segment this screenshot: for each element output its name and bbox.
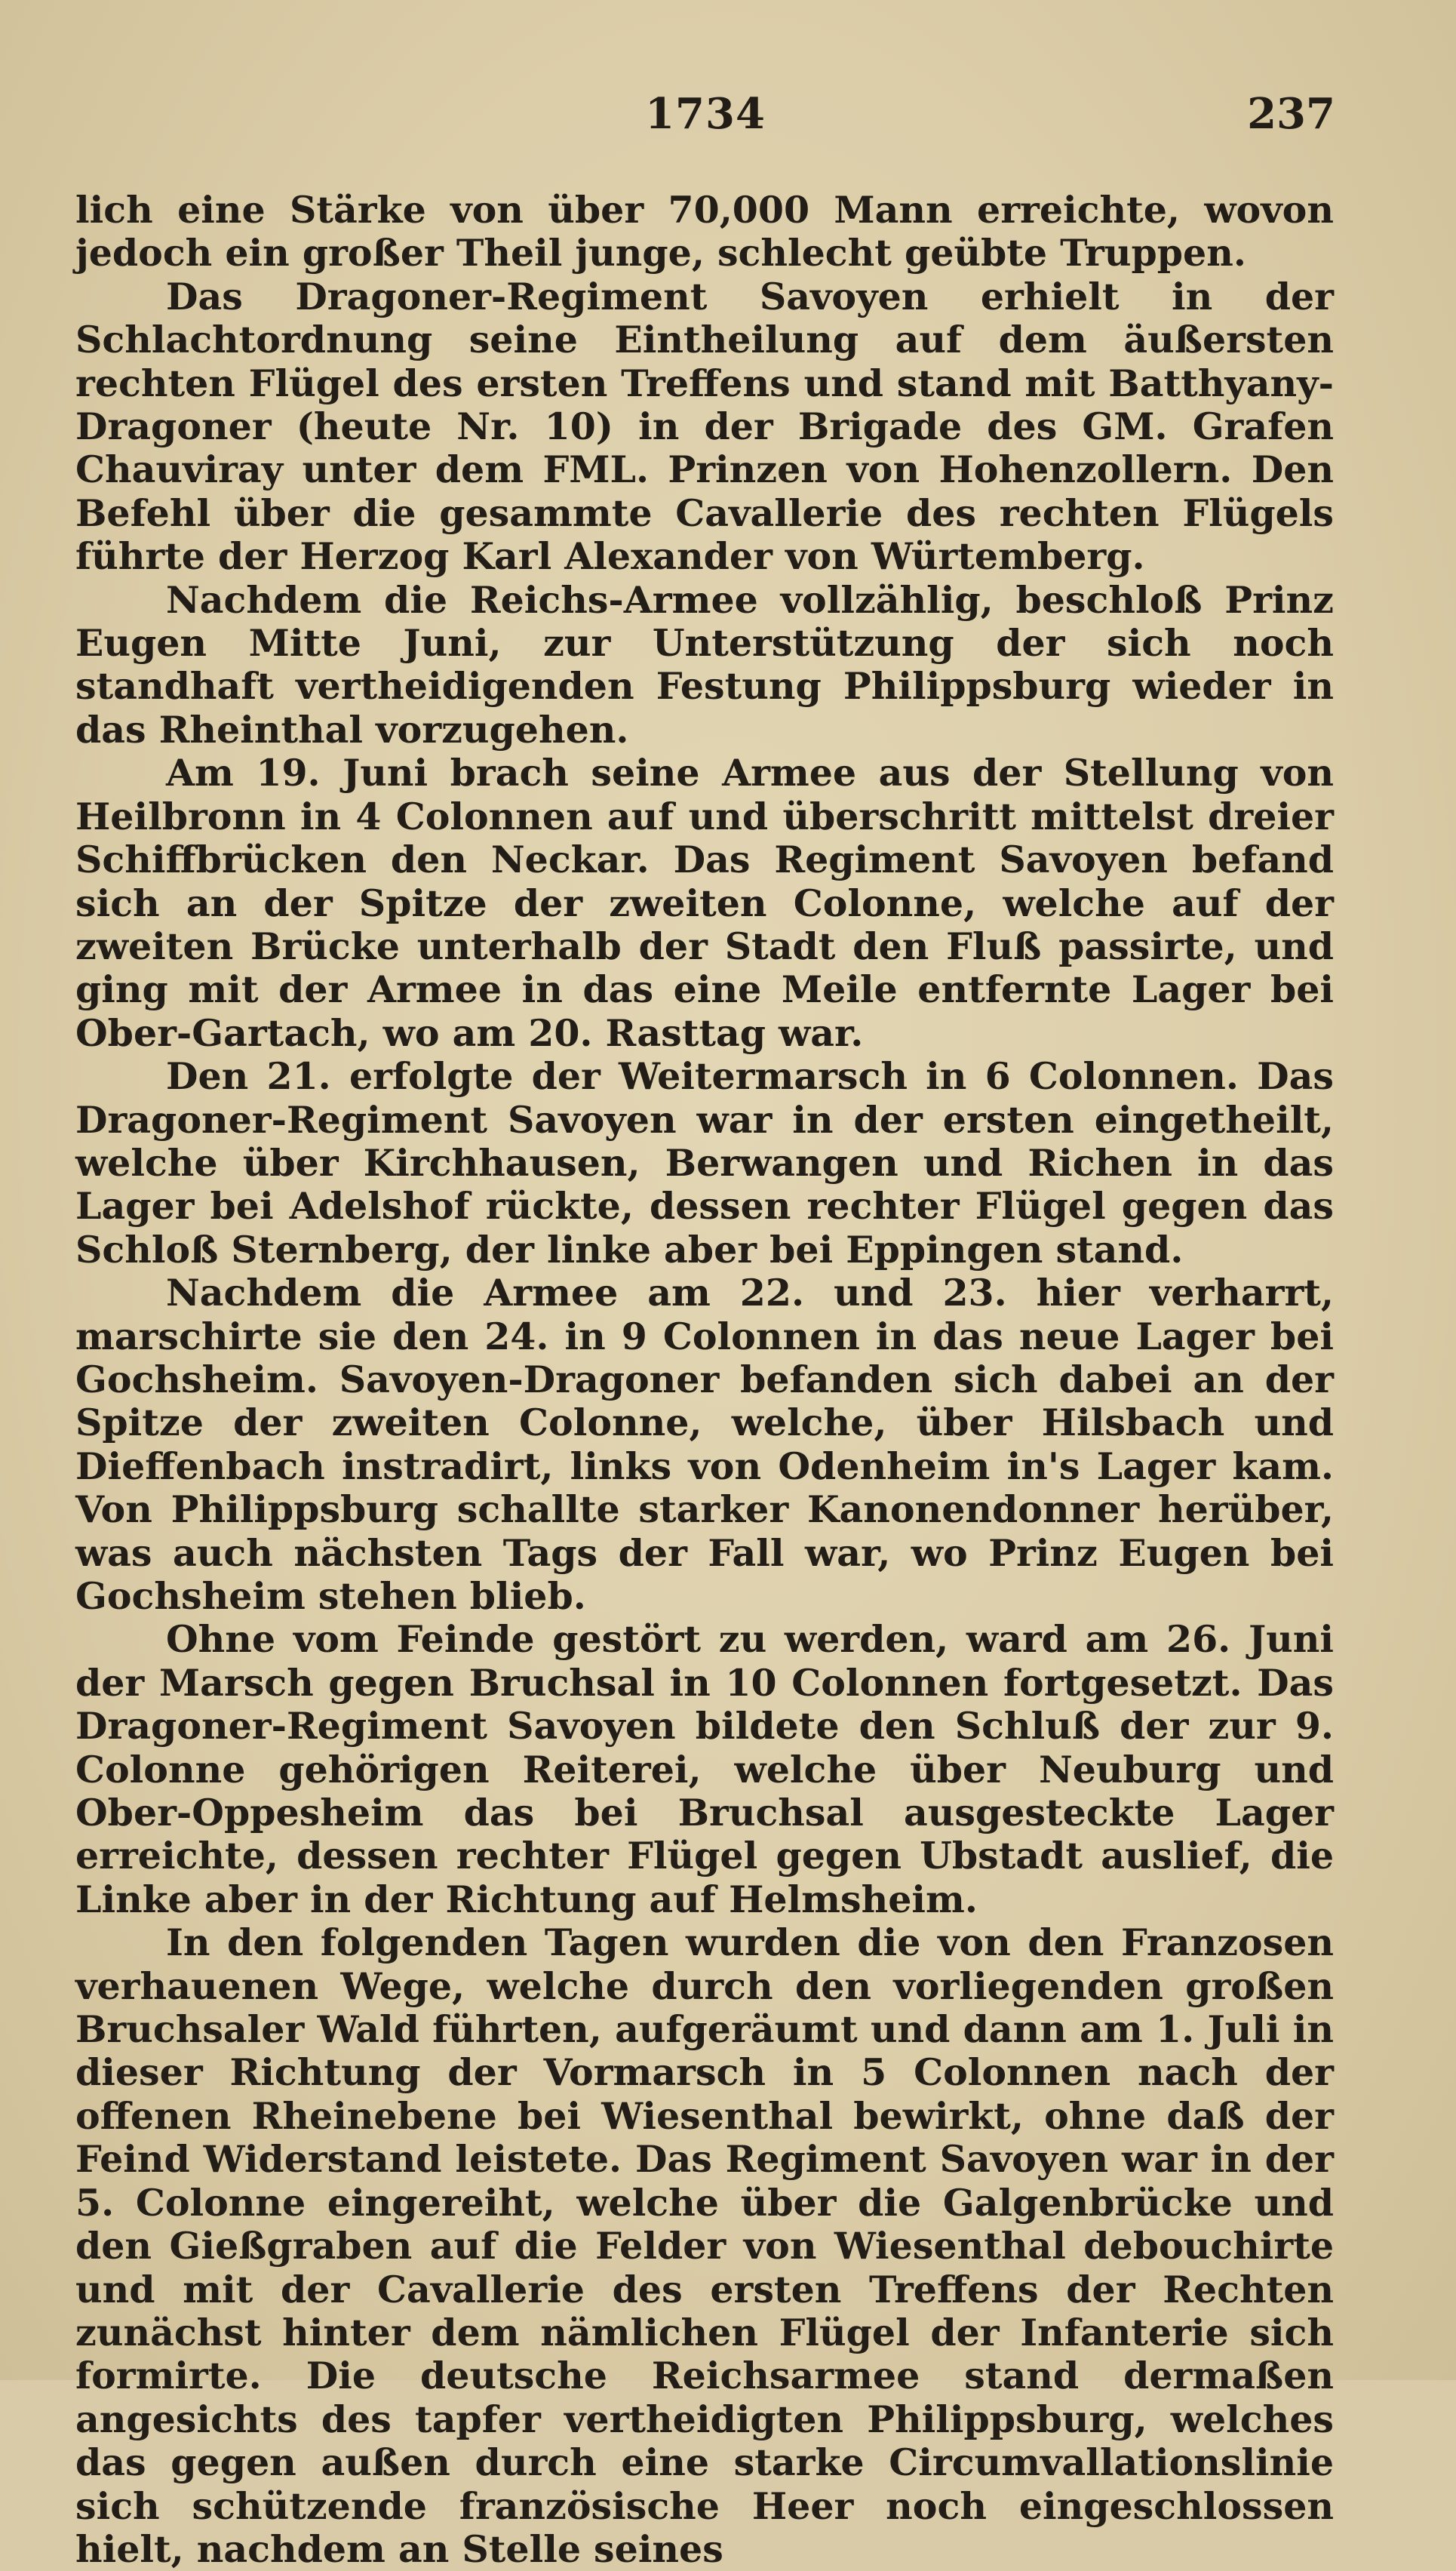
paragraph: Nachdem die Armee am 22. und 23. hier verharrt, marschirte sie den 24. in 9 Colonnen in das neue Lager bei Gochsheim. Savoyen-Dragoner befanden sich dabei an der Spitze der zweiten Colonne, welche, über Hilsbach und Dieffenbach instradirt, links von Odenheim in's Lager kam. Von Philippsburg schallte starker Kanonendonner herüber, was auch nächsten Tags der Fall war, wo Prinz Eugen bei Gochsheim stehen blieb. [75,1271,1334,1618]
header-year: 1734 [645,89,766,139]
paragraph-continuation: lich eine Stärke von über 70,000 Mann erreichte, wovon jedoch ein großer Theil junge, schlecht geübte Truppen. [75,188,1334,275]
body-text [75,189,1334,2571]
paragraph: Am 19. Juni brach seine Armee aus der Stellung von Heilbronn in 4 Colonnen auf und überschritt mittelst dreier Schiffbrücken den Neckar. Das Regiment Savoyen befand sich an der Spitze der zweiten Colonne, welche auf der zweiten Brücke unterhalb der Stadt den Fluß passirte, und ging mit der Armee in das eine Meile entfernte Lager bei Ober-Gartach, wo am 20. Rasttag war. [75,751,1334,1055]
page-number: 237 [1247,89,1335,139]
running-header [75,89,1335,149]
paragraph: In den folgenden Tagen wurden die von den Franzosen verhauenen Wege, welche durch den vorliegenden großen Bruchsaler Wald führten, aufgeräumt und dann am 1. Juli in dieser Richtung der Vormarsch in 5 Colonnen nach der offenen Rheinebene bei Wiesenthal bewirkt, ohne daß der Feind Widerstand leistete. Das Regiment Savoyen war in der 5. Colonne eingereiht, welche über die Galgenbrücke und den Gießgraben auf die Felder von Wiesenthal debouchirte und mit der Cavallerie des ersten Treffens der Rechten zunächst hinter dem nämlichen Flügel der Infanterie sich formirte. Die deutsche Reichsarmee stand dermaßen angesichts des tapfer vertheidigten Philippsburg, welches das gegen außen durch eine starke Circumvallationslinie sich schützende französische Heer noch eingeschlossen hielt, nachdem an Stelle seines [75,1921,1334,2571]
paragraph: Nachdem die Reichs-Armee vollzählig, beschloß Prinz Eugen Mitte Juni, zur Unterstützung der sich noch standhaft vertheidigenden Festung Philippsburg wieder in das Rheinthal vorzugehen. [75,577,1334,752]
paragraph: Ohne vom Feinde gestört zu werden, ward am 26. Juni der Marsch gegen Bruchsal in 10 Colonnen fortgesetzt. Das Dragoner-Regiment Savoyen bildete den Schluß der zur 9. Colonne gehörigen Reiterei, welche über Neuburg und Ober-Oppesheim das bei Bruchsal ausgesteckte Lager erreichte, dessen rechter Flügel gegen Ubstadt auslief, die Linke aber in der Richtung auf Helmsheim. [75,1617,1334,1921]
paragraph: Den 21. erfolgte der Weitermarsch in 6 Colonnen. Das Dragoner-Regiment Savoyen war in der ersten eingetheilt, welche über Kirchhausen, Berwangen und Richen in das Lager bei Adelshof rückte, dessen rechter Flügel gegen das Schloß Sternberg, der linke aber bei Eppingen stand. [75,1054,1334,1272]
paragraph: Das Dragoner-Regiment Savoyen erhielt in der Schlachtordnung seine Eintheilung auf dem äußersten rechten Flügel des ersten Treffens und stand mit Batthyany-Dragoner (heute Nr. 10) in der Brigade des GM. Grafen Chauviray unter dem FML. Prinzen von Hohenzollern. Den Befehl über die gesammte Cavallerie des rechten Flügels führte der Herzog Karl Alexander von Würtemberg. [75,274,1334,579]
